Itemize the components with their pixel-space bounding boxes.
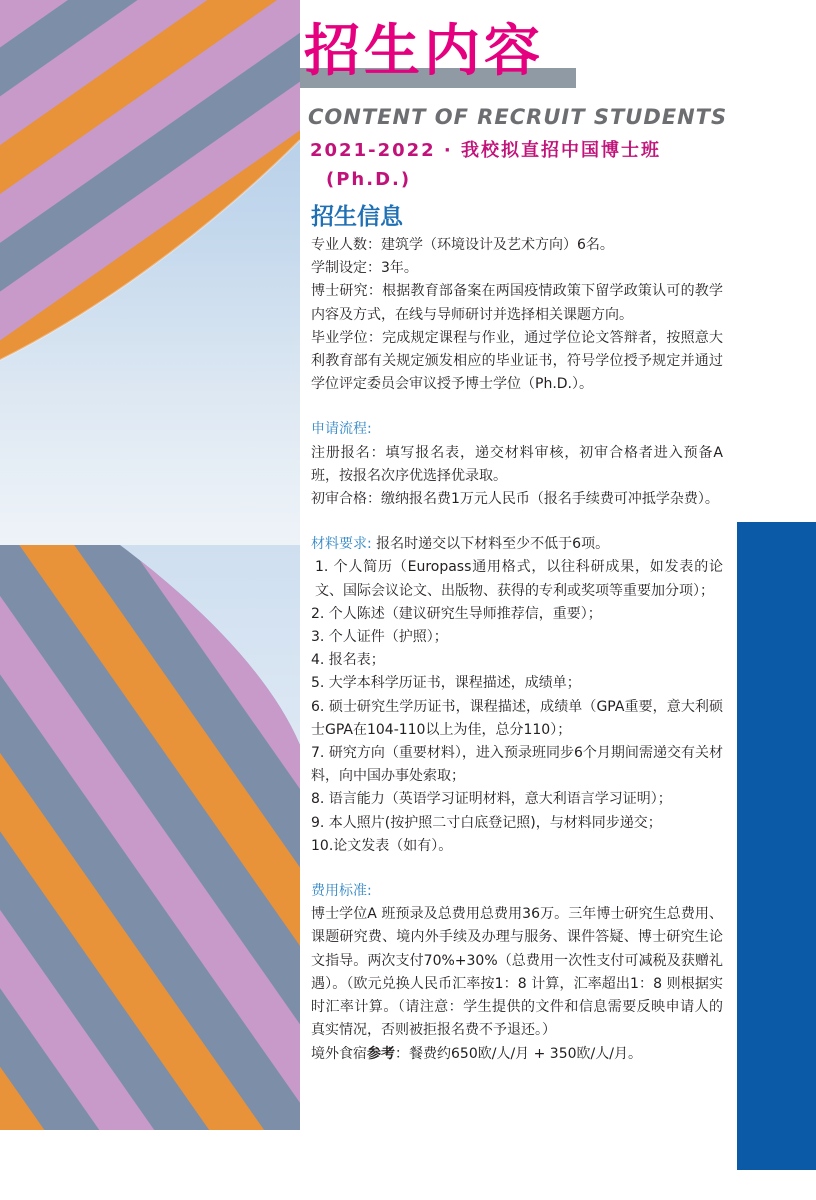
accommodation-strong: 参考 — [367, 1045, 395, 1062]
process-paragraph: 注册报名：填写报名表，递交材料审核，初审合格者进入预备A班，按报名次序优选择优录取。 — [311, 444, 723, 484]
materials-list-item: 7. 研究方向（重要材料），进入预录班同步6个月期间需递交有关材料，向中国办事处索取； — [311, 745, 723, 785]
materials-intro-line — [311, 533, 723, 556]
side-accent-bar — [737, 522, 816, 1170]
fees-paragraph: 博士学位A 班预录及总费用总费用36万。三年博士研究生总费用、课题研究费、境内外手续及办理与服务、课件答疑、博士研究生论文指导。两次支付70%+30%（总费用一次性支付可减税及获赠礼遇）。（欧元兑换人民币汇率按1：8 计算，汇率超出1：8 则根据实时汇率计算。（请注意：学生提供的文件和信息需要反映申请人的真实情况，否则被拒报名费不予退还。） — [311, 906, 723, 1039]
materials-list-item: 6. 硕士研究生学历证书，课程描述，成绩单（GPA重要，意大利硕士GPA在104-110以上为佳，总分110）； — [311, 698, 723, 738]
fees-label: 费用标准: — [311, 883, 372, 900]
materials-list-item: 8. 语言能力（英语学习证明材料，意大利语言学习证明）； — [311, 791, 672, 808]
striped-facade-top-graphic — [0, 0, 300, 545]
section-title-info: 招生信息 — [311, 204, 403, 230]
info-paragraph: 专业人数：建筑学（环境设计及艺术方向）6名。 — [311, 237, 614, 253]
info-paragraph: 博士研究：根据教育部备案在两国疫情政策下留学政策认可的教学内容及方式，在线与导师研讨并选择相关课题方向。 — [311, 283, 723, 323]
page-subtitle-english: CONTENT OF RECRUIT STUDENTS — [308, 105, 728, 129]
program-phd: (Ph.D.) — [326, 169, 412, 190]
architecture-photo-top — [0, 0, 300, 545]
materials-list-item: 2. 个人陈述（建议研究生导师推荐信，重要）； — [311, 605, 602, 622]
materials-list-item: 4. 报名表； — [311, 652, 385, 669]
materials-intro: 报名时递交以下材料至少不低于6项。 — [376, 536, 610, 553]
main-content — [311, 200, 723, 1066]
materials-list-item: 9. 本人照片(按护照二寸白底登记照)，与材料同步递交； — [311, 814, 662, 831]
accommodation-label: 境外食宿 — [311, 1045, 367, 1062]
materials-list-item: 10.论文发表（如有）。 — [311, 837, 453, 854]
striped-facade-bottom-graphic — [0, 545, 300, 1130]
materials-list-item: 5. 大学本科学历证书，课程描述，成绩单； — [311, 675, 581, 692]
materials-list-item: 3. 个人证件（护照）； — [311, 629, 448, 646]
accommodation-value: ：餐费约650欧/人/月 + 350欧/人/月。 — [395, 1045, 642, 1062]
process-label: 申请流程: — [311, 421, 372, 438]
process-paragraph: 初审合格：缴纳报名费1万元人民币（报名手续费可冲抵学杂费）。 — [311, 491, 719, 508]
program-heading — [310, 136, 728, 194]
accommodation-line — [311, 1043, 723, 1066]
page-title: 招生内容 — [304, 19, 544, 84]
program-line: 2021-2022 · 我校拟直招中国博士班 — [310, 140, 662, 161]
materials-list-item: 1. 个人简历（Europass通用格式，以往科研成果，如发表的论文、国际会议论文、出版物、获得的专利或奖项等重要加分项）； — [315, 559, 723, 599]
info-paragraph: 毕业学位：完成规定课程与作业，通过学位论文答辩者，按照意大利教育部有关规定颁发相应的毕业证书，符号学位授予规定并通过学位评定委员会审议授予博士学位（Ph.D.）。 — [311, 329, 723, 393]
info-paragraph: 学制设定：3年。 — [311, 260, 418, 277]
materials-label: 材料要求: — [311, 536, 372, 553]
materials-block — [311, 533, 723, 858]
architecture-photo-bottom — [0, 545, 300, 1130]
